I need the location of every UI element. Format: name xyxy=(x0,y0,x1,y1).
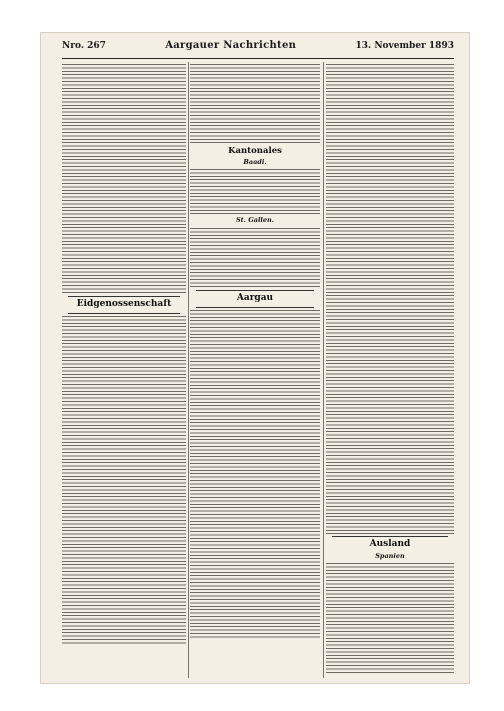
subheading-spanien: Spanien xyxy=(375,551,405,560)
text-block xyxy=(190,310,320,640)
subheading-st-gallen: St. Gallen. xyxy=(235,216,275,225)
text-block xyxy=(190,64,320,144)
newspaper-title: Aargauer Nachrichten xyxy=(165,40,297,51)
column-right xyxy=(326,64,454,678)
masthead xyxy=(62,40,454,56)
text-block xyxy=(62,64,186,294)
section-heading-eidgenossenschaft: Eidgenossenschaft xyxy=(76,299,172,309)
text-block xyxy=(62,316,186,646)
section-heading-aargau: Aargau xyxy=(236,292,274,303)
section-heading-kantonales: Kantonales xyxy=(228,146,282,156)
text-block xyxy=(326,64,454,534)
section-rule xyxy=(196,290,314,291)
issue-date: 13. November 1893 xyxy=(355,41,454,51)
column-divider xyxy=(323,62,324,678)
subheading-baadi: Baadi. xyxy=(243,158,267,167)
text-block xyxy=(190,228,320,288)
column-left xyxy=(62,64,186,678)
section-rule xyxy=(68,296,180,297)
column-middle xyxy=(190,64,320,678)
section-rule xyxy=(68,313,180,314)
text-block xyxy=(326,563,454,673)
text-block xyxy=(190,169,320,214)
issue-number: Nro. 267 xyxy=(62,41,106,51)
section-heading-ausland: Ausland xyxy=(369,539,411,549)
section-rule xyxy=(196,307,314,308)
section-rule xyxy=(332,536,448,537)
newspaper-page xyxy=(40,32,470,684)
column-divider xyxy=(188,62,189,678)
masthead-rule xyxy=(62,58,454,59)
